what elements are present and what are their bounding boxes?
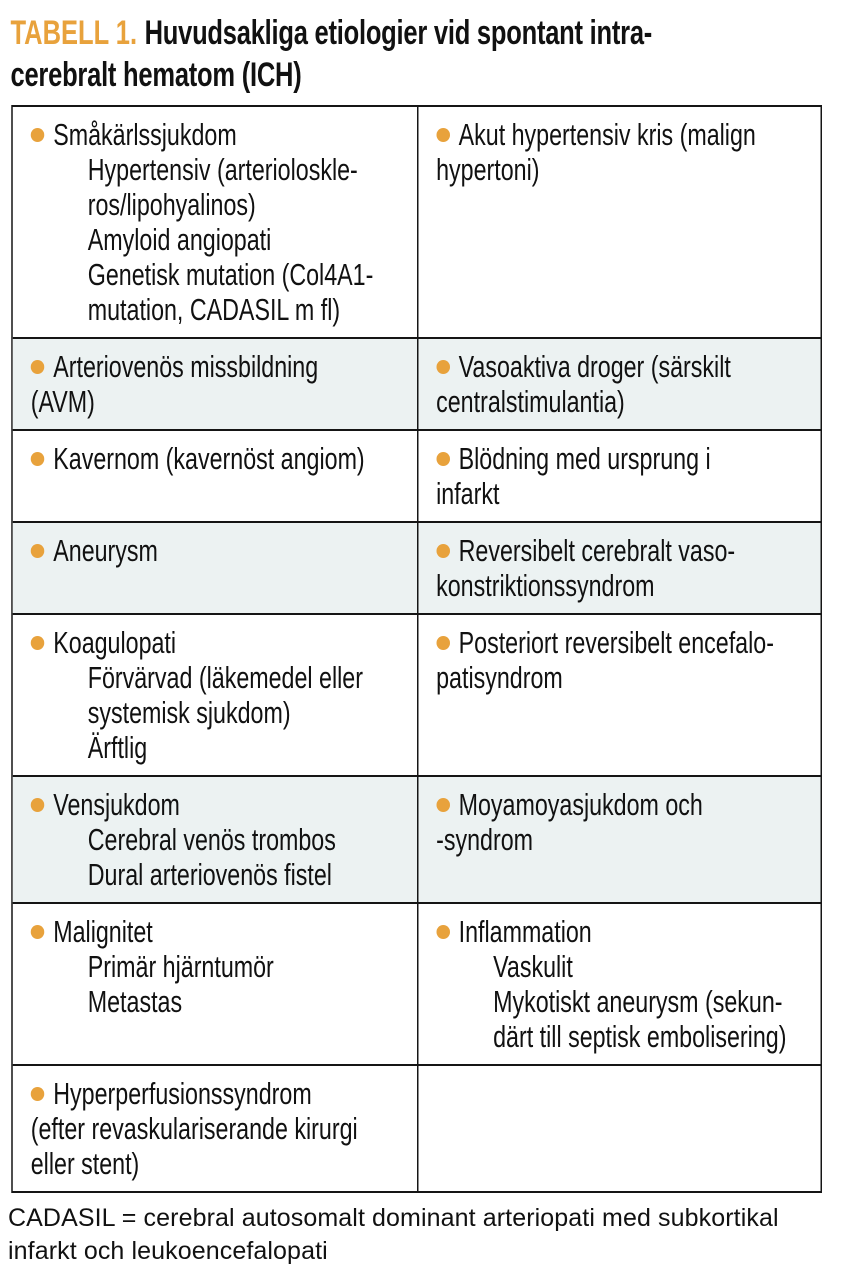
wrap-line [31,1111,409,1146]
bullet-icon [436,128,450,142]
item-text: patisyndrom [436,660,563,695]
table-row [13,613,821,775]
table-cell-right [417,339,821,429]
sub-item-line [88,187,409,222]
table-row [13,107,821,337]
item-text: Amyloid angiopati [87,222,272,257]
item-text: Småkärlssjukdom [53,117,237,152]
item-text: Primär hjärntumör [87,949,274,984]
table-cell-left [13,339,417,429]
sub-item-line [88,152,409,187]
item-text: Koagulopati [53,625,177,660]
item-text: Hyperperfusionssyndrom [53,1076,312,1111]
table-footnote [8,1202,852,1268]
item-text: Förvärvad (läkemedel eller [87,660,363,695]
bullet-icon [436,798,450,812]
item-text: hypertoni) [436,152,540,187]
table-cell-right [417,107,821,337]
table-cell-left [13,107,417,337]
table-cell-left [13,904,417,1064]
bullet-icon [436,636,450,650]
bullet-item [31,441,409,476]
table-row [13,1064,821,1191]
table-cell-right [417,904,821,1064]
item-text: Malignitet [53,914,153,949]
bullet-icon [31,798,45,812]
bullet-item [436,441,813,476]
item-text: Dural arteriovenös fistel [87,857,332,892]
bullet-icon [31,128,45,142]
wrap-line [436,822,813,857]
table-cell-left [13,431,417,521]
item-text: Ärftlig [87,730,148,765]
bullet-item [436,914,813,949]
bullet-icon [31,636,45,650]
table-cell-right [417,1066,821,1191]
table-cell-left [13,777,417,902]
item-text: Moyamoyasjukdom och [458,787,703,822]
item-text: infarkt [436,476,500,511]
sub-item-line [493,949,813,984]
footnote-line1: CADASIL = cerebral autosomalt dominant arteriopati med subkortikal [8,1204,779,1232]
item-text: Akut hypertensiv kris (malign [458,117,756,152]
bullet-item [31,787,409,822]
sub-item-line [493,984,813,1019]
item-text: Hypertensiv (arterioloskle- [87,152,358,187]
wrap-line [31,384,409,419]
item-text: Vaskulit [493,949,573,984]
table-title-line1: Huvudsakliga etiologier vid spontant intra- [144,14,653,52]
sub-item-line [88,857,409,892]
table-row [13,429,821,521]
table-title [11,12,838,96]
bullet-icon [31,1087,45,1101]
table-cell-left [13,615,417,775]
bullet-icon [436,452,450,466]
bullet-item [436,117,813,152]
table-cell-left [13,1066,417,1191]
table-cell-right [417,523,821,613]
sub-item-line [88,292,409,327]
item-text: Posteriort reversibelt encefalo- [458,625,774,660]
sub-item-line [88,822,409,857]
item-text: systemisk sjukdom) [87,695,291,730]
table-cell-left [13,523,417,613]
table-row [13,902,821,1064]
sub-item-line [88,984,409,1019]
table-title-line2: cerebralt hematom (ICH) [10,56,302,94]
item-text: Blödning med ursprung i [458,441,711,476]
bullet-icon [31,925,45,939]
item-text: ros/lipohyalinos) [87,187,256,222]
bullet-item [31,117,409,152]
sub-item-line [88,695,409,730]
sub-item-line [88,222,409,257]
item-text: därt till septisk embolisering) [493,1019,787,1054]
table-row [13,775,821,902]
etiology-table [11,105,822,1193]
bullet-item [31,349,409,384]
bullet-icon [31,360,45,374]
item-text: Inflammation [458,914,592,949]
wrap-line [31,1146,409,1181]
table-number-label: TABELL 1. [10,14,138,52]
bullet-item [31,533,409,568]
item-text: (AVM) [30,384,95,419]
table-cell-right [417,431,821,521]
item-text: Vasoaktiva droger (särskilt [458,349,731,384]
footnote-line2: infarkt och leukoencefalopati [8,1237,328,1265]
sub-item-line [88,660,409,695]
item-text: Metastas [87,984,183,1019]
item-text: Kavernom (kavernöst angiom) [53,441,365,476]
item-text: -syndrom [436,822,534,857]
sub-item-line [493,1019,813,1054]
item-text: Mykotiskt aneurysm (sekun- [493,984,783,1019]
wrap-line [436,660,813,695]
bullet-icon [436,544,450,558]
item-text: Vensjukdom [53,787,180,822]
bullet-item [436,625,813,660]
item-text: Aneurysm [53,533,158,568]
wrap-line [436,476,813,511]
sub-item-line [88,730,409,765]
bullet-item [436,533,813,568]
table-row [13,521,821,613]
item-text: centralstimulantia) [436,384,625,419]
bullet-item [436,787,813,822]
item-text: Cerebral venös trombos [87,822,336,857]
sub-item-line [88,257,409,292]
bullet-item [31,1076,409,1111]
table-cell-right [417,777,821,902]
bullet-item [31,914,409,949]
sub-item-line [88,949,409,984]
bullet-item [436,349,813,384]
item-text: Reversibelt cerebralt vaso- [458,533,736,568]
bullet-item [31,625,409,660]
bullet-icon [436,925,450,939]
item-text: (efter revaskulariserande kirurgi [30,1111,358,1146]
item-text: mutation, CADASIL m fl) [87,292,341,327]
item-text: konstriktionssyndrom [436,568,655,603]
table-cell-right [417,615,821,775]
item-text: Arteriovenös missbildning [53,349,319,384]
wrap-line [436,568,813,603]
wrap-line [436,384,813,419]
table-row [13,337,821,429]
item-text: eller stent) [30,1146,140,1181]
bullet-icon [436,360,450,374]
wrap-line [436,152,813,187]
bullet-icon [31,452,45,466]
item-text: Genetisk mutation (Col4A1- [87,257,374,292]
bullet-icon [31,544,45,558]
